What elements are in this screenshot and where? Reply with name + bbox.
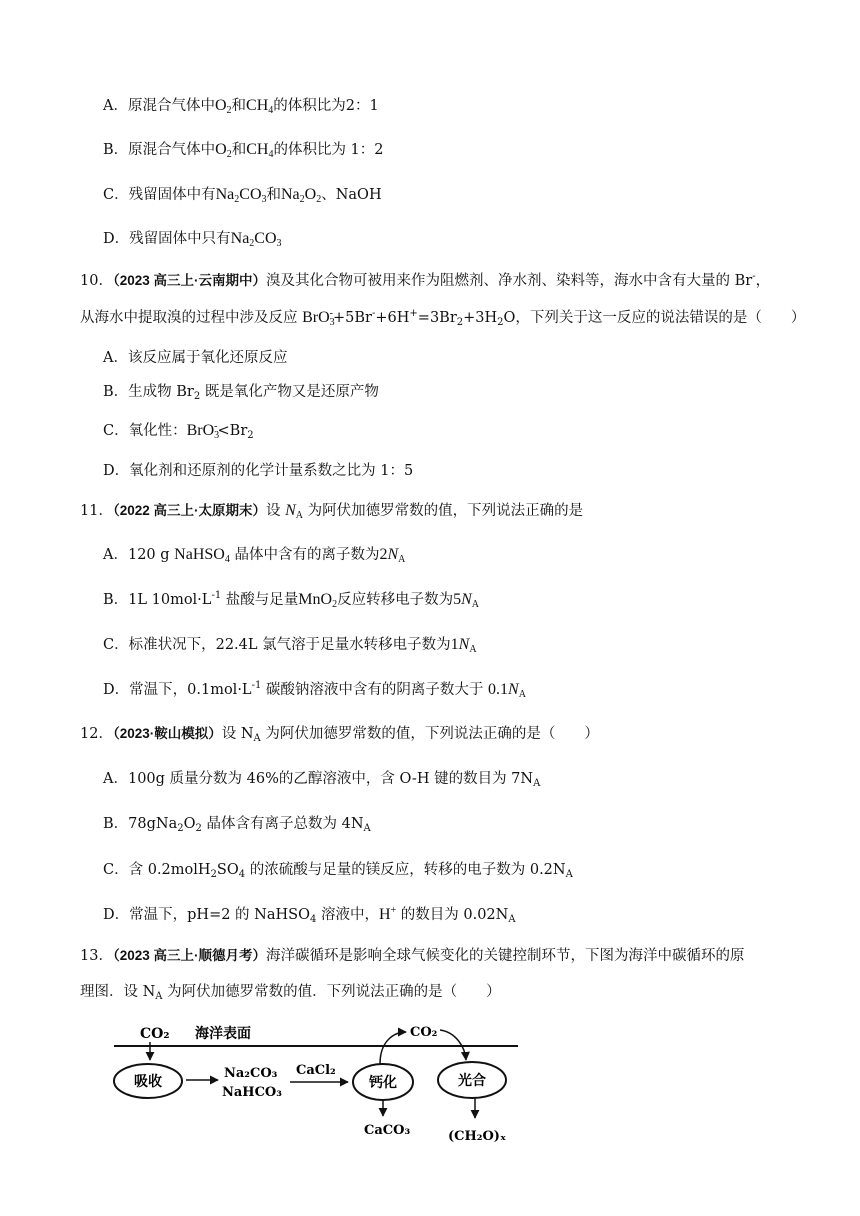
calcify-label: 钙化 bbox=[369, 1075, 397, 1091]
q12-option-c: C．含 $0.2molH_2SO_4$ 的浓硫酸与足量的镁反应，转移的电子数为 $0.2N_A$ bbox=[103, 862, 573, 880]
nahco3-label: NaHCO₃ bbox=[222, 1085, 282, 1100]
q11-option-a: A．120 g NaHSO$_4$ 晶体中含有的离子数为$2N_A$ bbox=[103, 546, 406, 565]
absorb-label: 吸收 bbox=[134, 1074, 162, 1090]
question-source-tag: （2023 高三上·顺德月考） bbox=[112, 948, 266, 963]
ch2o-label: (CH₂O)ₓ bbox=[448, 1129, 507, 1144]
q9-option-a: A．原混合气体中$O_2$和$CH_4$的体积比为2：1 bbox=[103, 97, 379, 116]
photosynthesis-label: 光合 bbox=[458, 1073, 486, 1089]
question-11: 11．（2022 高三上·太原期末）设 $N_A$ 为阿伏加德罗常数的值，下列说法正确的是 bbox=[80, 502, 584, 521]
q12-option-d: D．常温下，pH=2 的 NaHSO$_4$ 溶液中，H+ 的数目为 $0.02N_A$ bbox=[103, 905, 516, 925]
co2-release-arrow bbox=[380, 1032, 406, 1064]
question-10-line2: 从海水中提取溴的过程中涉及反应 $BrO_3^-+5Br^-+6H^+=3Br_2+3H_2O$，下列关于这一反应的说法错误的是（ ） bbox=[80, 308, 806, 328]
q11-option-d: D．常温下，$0.1mol\cdot L^{-1}$ 碳酸钠溶液中含有的阴离子数大于 $0.1N_A$ bbox=[103, 680, 526, 700]
q10-option-b: B．生成物 $Br_2$ 既是氧化产物又是还原产物 bbox=[103, 384, 379, 402]
q10-option-c: C．氧化性：$BrO_3^-<Br_2$ bbox=[103, 421, 254, 441]
q12-option-b: B．$78gNa_2O_2$ 晶体含有离子总数为 $4N_A$ bbox=[103, 816, 371, 834]
ocean-carbon-cycle-diagram bbox=[100, 1020, 520, 1150]
question-source-tag: （2023·鞍山模拟） bbox=[112, 726, 222, 741]
question-source-tag: （2022 高三上·太原期末） bbox=[112, 503, 266, 518]
question-13-line2: 理图．设 $N_A$ 为阿伏加德罗常数的值．下列说法正确的是（ ） bbox=[80, 984, 501, 1002]
caco3-label: CaCO₃ bbox=[364, 1123, 411, 1138]
q11-option-b: B．1L $10mol\cdot L^{-1}$ 盐酸与足量MnO$_2$反应转移电子数为$5N_A$ bbox=[103, 590, 479, 610]
ocean-surface-label: 海洋表面 bbox=[195, 1026, 251, 1042]
question-13-line1: 13．（2023 高三上·顺德月考）海洋碳循环是影响全球气候变化的关键控制环节，下图为海洋中碳循环的原 bbox=[80, 948, 745, 964]
question-source-tag: （2023 高三上·云南期中） bbox=[112, 273, 266, 288]
q10-option-d: D．氧化剂和还原剂的化学计量系数之比为 1：5 bbox=[103, 463, 414, 479]
q12-option-a: A．100g 质量分数为 46%的乙醇溶液中，含 O-H 键的数目为 $7N_A$ bbox=[103, 771, 541, 789]
question-12: 12．（2023·鞍山模拟）设 $N_A$ 为阿伏加德罗常数的值，下列说法正确的是（ ） bbox=[80, 726, 599, 744]
cacl2-label: CaCl₂ bbox=[296, 1063, 336, 1078]
q10-option-a: A．该反应属于氧化还原反应 bbox=[103, 350, 288, 366]
q9-option-b: B．原混合气体中$O_2$和$CH_4$的体积比为 1：2 bbox=[103, 141, 384, 160]
q9-option-d: D．残留固体中只有$Na_2CO_3$ bbox=[103, 230, 282, 249]
na2co3-label: Na₂CO₃ bbox=[224, 1066, 278, 1081]
co2-left-label: CO₂ bbox=[140, 1026, 170, 1042]
co2-right-label: CO₂ bbox=[410, 1025, 438, 1040]
q9-option-c: C．残留固体中有$Na_2CO_3$和$Na_2O_2$、NaOH bbox=[103, 186, 382, 205]
question-10-line1: 10．（2023 高三上·云南期中）溴及其化合物可被用来作为阻燃剂、净水剂、染料等，海水中含有大量的 Br-， bbox=[80, 271, 771, 289]
q11-option-c: C．标准状况下，22.4L 氯气溶于足量水转移电子数为$1N_A$ bbox=[103, 636, 477, 655]
